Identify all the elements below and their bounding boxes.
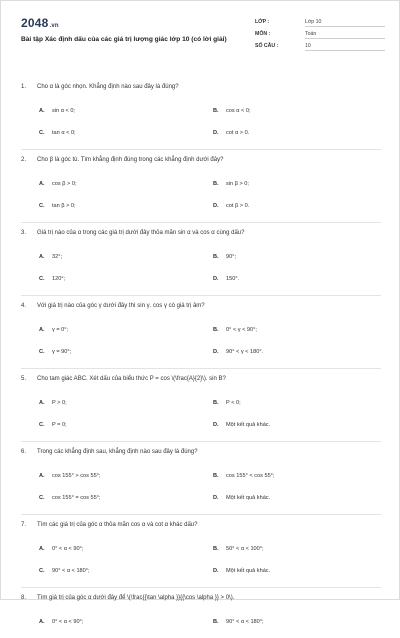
option-letter: A.	[39, 619, 45, 625]
option-a[interactable]	[39, 543, 199, 559]
option-row	[21, 127, 381, 149]
option-text: γ = 90°;	[52, 349, 72, 355]
question-stem	[21, 373, 381, 397]
question-4	[21, 300, 381, 369]
option-row	[21, 105, 381, 127]
question-text: Cho β là góc tù. Tìm khẳng định đúng trong các khẳng định dưới đây?	[37, 157, 224, 163]
option-d[interactable]	[213, 127, 373, 143]
option-letter: A.	[39, 327, 45, 333]
option-a[interactable]	[39, 470, 199, 486]
meta-label-class: LỚP :	[255, 19, 270, 25]
option-d[interactable]	[213, 200, 373, 216]
question-stem	[21, 81, 381, 105]
option-letter: C.	[39, 422, 45, 428]
question-stem	[21, 592, 381, 616]
option-letter: A.	[39, 400, 45, 406]
option-letter: B.	[213, 619, 219, 625]
meta-label-subject: MÔN :	[255, 31, 271, 37]
option-letter: B.	[213, 400, 219, 406]
option-c[interactable]	[39, 273, 199, 289]
question-divider	[21, 514, 381, 515]
option-text: 120°;	[52, 276, 66, 282]
question-2	[21, 154, 381, 223]
meta-value-subject: Toán	[305, 29, 385, 39]
option-text: cos 155° > cos 55°;	[52, 473, 101, 479]
question-1	[21, 81, 381, 150]
option-letter: C.	[39, 130, 45, 136]
option-text: 0° < α < 90°;	[52, 619, 84, 625]
option-letter: B.	[213, 108, 219, 114]
option-letter: C.	[39, 349, 45, 355]
option-letter: B.	[213, 327, 219, 333]
option-text: P > 0;	[52, 400, 67, 406]
meta-row-class	[255, 17, 385, 29]
question-5	[21, 373, 381, 442]
question-divider	[21, 149, 381, 150]
option-text: cot β > 0.	[226, 203, 250, 209]
option-text: sin β > 0;	[226, 181, 249, 187]
option-text: 90° < γ < 180°.	[226, 349, 264, 355]
option-text: γ = 0°;	[52, 327, 69, 333]
option-text: P < 0;	[226, 400, 241, 406]
option-text: 90° < α < 180°;	[52, 568, 90, 574]
site-logo[interactable]	[21, 16, 59, 30]
option-letter: A.	[39, 181, 45, 187]
question-text: Trong các khẳng định sau, khẳng định nào sau đây là đúng?	[37, 449, 198, 455]
question-text: Cho tam giác ABC. Xét dấu của biểu thức P = cos \(\frac{A}{2}\). sin B?	[37, 376, 226, 382]
option-letter: D.	[213, 276, 219, 282]
option-letter: C.	[39, 276, 45, 282]
question-7	[21, 519, 381, 588]
option-d[interactable]	[213, 346, 373, 362]
document-header	[21, 15, 383, 65]
question-number: 3.	[21, 230, 27, 236]
option-text: 0° < α < 90°;	[52, 546, 84, 552]
question-8	[21, 592, 381, 638]
option-letter: B.	[213, 254, 219, 260]
option-row	[21, 616, 381, 638]
option-text: cot α > 0.	[226, 130, 250, 136]
question-stem	[21, 154, 381, 178]
option-row	[21, 273, 381, 295]
option-text: Một kết quả khác.	[226, 495, 271, 501]
option-a[interactable]	[39, 105, 199, 121]
question-number: 5.	[21, 376, 27, 382]
option-text: cos β > 0;	[52, 181, 77, 187]
option-text: 0° < γ < 90°;	[226, 327, 257, 333]
option-letter: A.	[39, 473, 45, 479]
option-text: 50° < α < 100°;	[226, 546, 264, 552]
option-text: cos 155° = cos 55°;	[52, 495, 101, 501]
question-number: 7.	[21, 522, 27, 528]
option-letter: D.	[213, 130, 219, 136]
option-row	[21, 492, 381, 514]
question-number: 6.	[21, 449, 27, 455]
question-number: 8.	[21, 595, 27, 601]
question-number: 2.	[21, 157, 27, 163]
option-text: sin α < 0;	[52, 108, 75, 114]
question-divider	[21, 368, 381, 369]
option-text: 150°.	[226, 276, 240, 282]
question-stem	[21, 519, 381, 543]
question-divider	[21, 295, 381, 296]
option-text: tan β > 0;	[52, 203, 76, 209]
logo-text: 2048	[21, 16, 49, 30]
option-c[interactable]	[39, 127, 199, 143]
option-c[interactable]	[39, 492, 199, 508]
question-text: Cho α là góc nhọn. Khẳng định nào sau đây là đúng?	[37, 84, 179, 90]
option-letter: D.	[213, 349, 219, 355]
option-d[interactable]	[213, 273, 373, 289]
meta-row-subject	[255, 29, 385, 41]
option-letter: A.	[39, 254, 45, 260]
question-number: 4.	[21, 303, 27, 309]
meta-row-question-count	[255, 41, 385, 53]
option-b[interactable]	[213, 178, 373, 194]
option-text: Một kết quả khác.	[226, 422, 271, 428]
option-d[interactable]	[213, 419, 373, 435]
option-letter: C.	[39, 568, 45, 574]
option-d[interactable]	[213, 565, 373, 581]
option-c[interactable]	[39, 346, 199, 362]
option-text: 32°;	[52, 254, 63, 260]
question-3	[21, 227, 381, 296]
question-stem	[21, 446, 381, 470]
option-letter: C.	[39, 495, 45, 501]
option-letter: D.	[213, 422, 219, 428]
option-text: cos α < 0;	[226, 108, 251, 114]
option-letter: D.	[213, 568, 219, 574]
option-a[interactable]	[39, 616, 199, 632]
option-b[interactable]	[213, 470, 373, 486]
option-letter: B.	[213, 181, 219, 187]
option-letter: B.	[213, 546, 219, 552]
meta-value-class: Lớp 10	[305, 17, 385, 27]
option-c[interactable]	[39, 565, 199, 581]
option-row	[21, 419, 381, 441]
question-number: 1.	[21, 84, 27, 90]
option-letter: D.	[213, 495, 219, 501]
option-row	[21, 543, 381, 565]
option-text: 90° < α < 180°;	[226, 619, 264, 625]
option-a[interactable]	[39, 324, 199, 340]
option-letter: D.	[213, 203, 219, 209]
meta-value-question-count: 10	[305, 41, 385, 51]
question-text: Tìm giá trị của góc α dưới đây để \(\frac{{\tan \alpha }}{{\cos \alpha }} > 0\).	[37, 595, 235, 601]
option-a[interactable]	[39, 397, 199, 413]
option-text: 90°;	[226, 254, 237, 260]
option-letter: C.	[39, 203, 45, 209]
option-text: P = 0;	[52, 422, 67, 428]
option-row	[21, 565, 381, 587]
option-row	[21, 178, 381, 200]
option-text: cos 155° < cos 55°;	[226, 473, 275, 479]
question-6	[21, 446, 381, 515]
option-b[interactable]	[213, 324, 373, 340]
question-text: Giá trị nào của α trong các giá trị dưới đây thỏa mãn sin α và cos α cùng dấu?	[37, 230, 245, 236]
option-letter: A.	[39, 546, 45, 552]
option-b[interactable]	[213, 616, 373, 632]
option-b[interactable]	[213, 543, 373, 559]
option-row	[21, 200, 381, 222]
option-row	[21, 470, 381, 492]
meta-label-question-count: SỐ CÂU :	[255, 43, 279, 49]
logo-suffix: .vn	[49, 23, 59, 29]
option-row	[21, 251, 381, 273]
question-divider	[21, 441, 381, 442]
question-stem	[21, 227, 381, 251]
question-text: Tìm các giá trị của góc α thỏa mãn cos α và cot α khác dấu?	[37, 522, 198, 528]
option-text: tan α < 0;	[52, 130, 76, 136]
document-meta	[255, 17, 385, 53]
option-row	[21, 324, 381, 346]
question-stem	[21, 300, 381, 324]
option-a[interactable]	[39, 251, 199, 267]
option-b[interactable]	[213, 251, 373, 267]
option-letter: A.	[39, 108, 45, 114]
option-b[interactable]	[213, 105, 373, 121]
option-b[interactable]	[213, 397, 373, 413]
option-c[interactable]	[39, 419, 199, 435]
option-a[interactable]	[39, 178, 199, 194]
document-title: Bài tập Xác định dấu của các giá trị lượng giác lớp 10 (có lời giải)	[21, 36, 227, 43]
option-d[interactable]	[213, 492, 373, 508]
option-c[interactable]	[39, 200, 199, 216]
question-divider	[21, 587, 381, 588]
option-text: Một kết quả khác.	[226, 568, 271, 574]
option-row	[21, 397, 381, 419]
option-letter: B.	[213, 473, 219, 479]
question-list	[21, 81, 381, 638]
question-text: Với giá trị nào của góc γ dưới đây thì sin γ. cos γ có giá trị âm?	[37, 303, 205, 309]
question-divider	[21, 222, 381, 223]
option-row	[21, 346, 381, 368]
